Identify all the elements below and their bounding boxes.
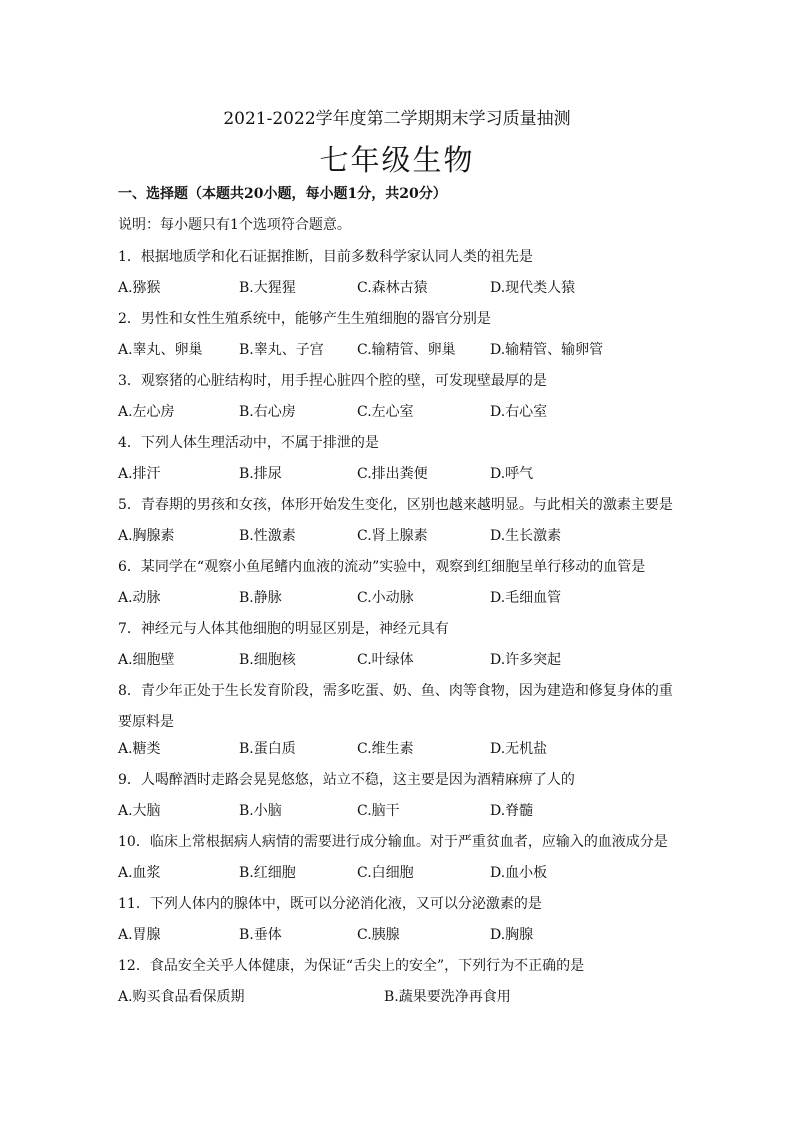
option-b: B.睾丸、子宫 bbox=[239, 342, 324, 358]
option-c: C.脑干 bbox=[357, 803, 400, 819]
option-b: B.静脉 bbox=[239, 590, 282, 606]
option-c: C.胰腺 bbox=[357, 927, 400, 943]
question-7-stem: 7．神经元与人体其他细胞的明显区别是，神经元具有 bbox=[118, 621, 449, 637]
question-1-options bbox=[118, 277, 678, 308]
option-a: A.左心房 bbox=[118, 404, 175, 420]
option-a: A.睾丸、卵巢 bbox=[118, 342, 203, 358]
question-12-options bbox=[118, 986, 678, 1017]
question-4-options bbox=[118, 463, 678, 494]
question-10-stem: 10．临床上常根据病人病情的需要进行成分输血。对于严重贫血者，应输入的血液成分是 bbox=[118, 834, 668, 850]
option-c: C.输精管、卵巢 bbox=[357, 342, 456, 358]
option-c: C.小动脉 bbox=[357, 590, 414, 606]
option-a: A.猕猴 bbox=[118, 280, 161, 296]
option-d: D.无机盐 bbox=[490, 741, 548, 757]
exam-title: 2021-2022学年度第二学期期末学习质量抽测 bbox=[223, 109, 571, 129]
option-b: B.排尿 bbox=[239, 466, 282, 482]
option-a: A.血浆 bbox=[118, 865, 161, 881]
option-d: D.胸腺 bbox=[490, 927, 534, 943]
question-9-options bbox=[118, 800, 678, 831]
question-10-options bbox=[118, 862, 678, 893]
option-c: C.维生素 bbox=[357, 741, 414, 757]
option-a: A.大脑 bbox=[118, 803, 161, 819]
option-b: B.蛋白质 bbox=[239, 741, 296, 757]
question-11-options bbox=[118, 924, 678, 955]
question-12-stem: 12．食品安全关乎人体健康，为保证“舌尖上的安全”，下列行为不正确的是 bbox=[118, 958, 585, 974]
option-c: C.白细胞 bbox=[357, 865, 414, 881]
option-a: A.动脉 bbox=[118, 590, 161, 606]
subject-title: 七年级生物 bbox=[319, 143, 475, 177]
option-d: D.许多突起 bbox=[490, 652, 562, 668]
question-list bbox=[118, 246, 678, 1017]
option-d: D.毛细血管 bbox=[490, 590, 562, 606]
question-4-stem: 4．下列人体生理活动中，不属于排泄的是 bbox=[118, 435, 379, 451]
question-5-options bbox=[118, 525, 678, 556]
option-b: B.大猩猩 bbox=[239, 280, 296, 296]
question-8-options bbox=[118, 738, 678, 769]
option-b: B.蔬果要洗净再食用 bbox=[384, 989, 511, 1005]
option-b: B.细胞核 bbox=[239, 652, 296, 668]
option-d: D.输精管、输卵管 bbox=[490, 342, 604, 358]
option-d: D.生长激素 bbox=[490, 528, 562, 544]
section-note: 说明：每小题只有1个选项符合题意。 bbox=[118, 217, 351, 233]
option-c: C.森林古猿 bbox=[357, 280, 428, 296]
option-d: D.呼气 bbox=[490, 466, 534, 482]
option-d: D.现代类人猿 bbox=[490, 280, 576, 296]
option-c: C.排出粪便 bbox=[357, 466, 428, 482]
question-5-stem: 5．青春期的男孩和女孩，体形开始发生变化，区别也越来越明显。与此相关的激素主要是 bbox=[118, 497, 673, 513]
question-8-stem: 8．青少年正处于生长发育阶段，需多吃蛋、奶、鱼、肉等食物，因为建造和修复身体的重要原料是 bbox=[118, 683, 673, 730]
question-1-stem: 1．根据地质学和化石证据推断，目前多数科学家认同人类的祖先是 bbox=[118, 249, 533, 265]
option-a: A.排汗 bbox=[118, 466, 161, 482]
option-d: D.血小板 bbox=[490, 865, 548, 881]
option-d: D.脊髓 bbox=[490, 803, 534, 819]
option-c: C.左心室 bbox=[357, 404, 414, 420]
option-b: B.垂体 bbox=[239, 927, 282, 943]
question-2-options bbox=[118, 339, 678, 370]
option-a: A.购买食品看保质期 bbox=[118, 989, 245, 1005]
option-c: C.叶绿体 bbox=[357, 652, 414, 668]
option-a: A.胸腺素 bbox=[118, 528, 175, 544]
option-a: A.胃腺 bbox=[118, 927, 161, 943]
option-b: B.右心房 bbox=[239, 404, 296, 420]
section-heading: 一、选择题（本题共20小题，每小题1分，共20分） bbox=[118, 186, 447, 202]
option-a: A.糖类 bbox=[118, 741, 161, 757]
option-b: B.性激素 bbox=[239, 528, 296, 544]
question-7-options bbox=[118, 649, 678, 680]
question-3-options bbox=[118, 401, 678, 432]
question-6-options bbox=[118, 587, 678, 618]
option-c: C.肾上腺素 bbox=[357, 528, 428, 544]
question-6-stem: 6．某同学在“观察小鱼尾鳍内血液的流动”实验中，观察到红细胞呈单行移动的血管是 bbox=[118, 559, 646, 575]
question-9-stem: 9．人喝醉酒时走路会晃晃悠悠，站立不稳，这主要是因为酒精麻痹了人的 bbox=[118, 772, 575, 788]
option-b: B.红细胞 bbox=[239, 865, 296, 881]
question-11-stem: 11．下列人体内的腺体中，既可以分泌消化液，又可以分泌激素的是 bbox=[118, 896, 542, 912]
option-d: D.右心室 bbox=[490, 404, 548, 420]
question-3-stem: 3．观察猪的心脏结构时，用手捏心脏四个腔的壁，可发现壁最厚的是 bbox=[118, 373, 547, 389]
option-b: B.小脑 bbox=[239, 803, 282, 819]
question-2-stem: 2．男性和女性生殖系统中，能够产生生殖细胞的器官分别是 bbox=[118, 311, 491, 327]
option-a: A.细胞壁 bbox=[118, 652, 175, 668]
